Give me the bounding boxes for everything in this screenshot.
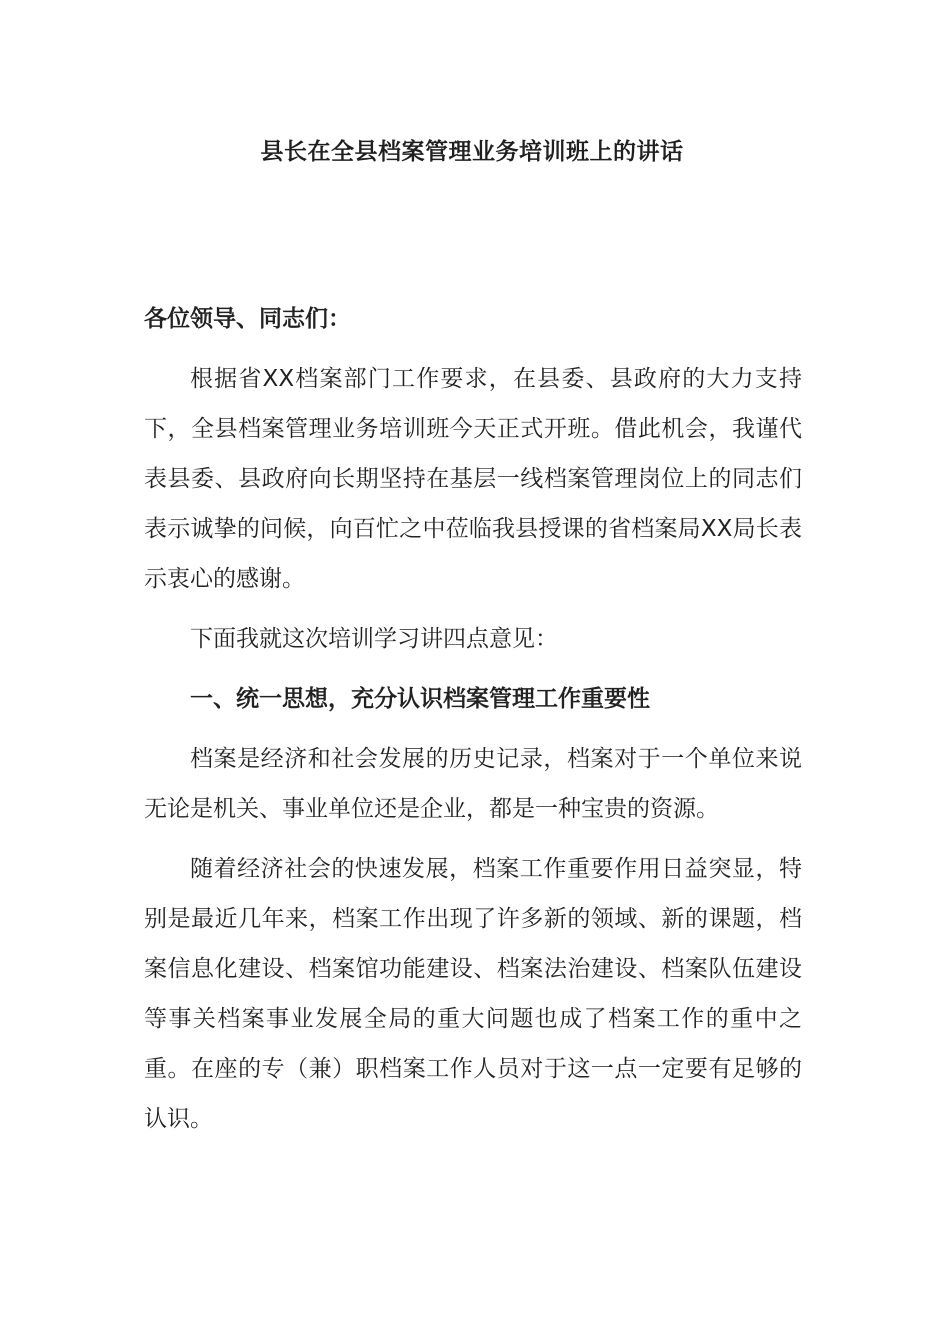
section-heading: 一、统一思想，充分认识档案管理工作重要性 [190, 686, 650, 712]
document-title: 县长在全县档案管理业务培训班上的讲话 [260, 139, 684, 165]
paragraph-section-1: 档案是经济和社会发展的历史记录，档案对于一个单位来说无论是机关、事业单位还是企业，都是一种宝贵的资源。 [144, 746, 802, 822]
paragraph-section-2: 随着经济社会的快速发展，档案工作重要作用日益突显，特别是最近几年来，档案工作出现了许多新的领域、新的课题，档案信息化建设、档案馆功能建设、档案法治建设、档案队伍建设等事关档案事业发展全局的重大问题也成了档案工作的重中之重。在座的专（兼）职档案工作人员对于这一点一定要有足够的认识。 [144, 856, 802, 1132]
salutation: 各位领导、同志们： [144, 306, 351, 332]
paragraph-outline: 下面我就这次培训学习讲四点意见： [190, 626, 558, 652]
paragraph-intro: 根据省XX档案部门工作要求，在县委、县政府的大力支持下，全县档案管理业务培训班今天正式开班。借此机会，我谨代表县委、县政府向长期坚持在基层一线档案管理岗位上的同志们表示诚挚的问候，向百忙之中莅临我县授课的省档案局XX局长表示衷心的感谢。 [144, 366, 802, 592]
document-body [144, 294, 802, 1154]
